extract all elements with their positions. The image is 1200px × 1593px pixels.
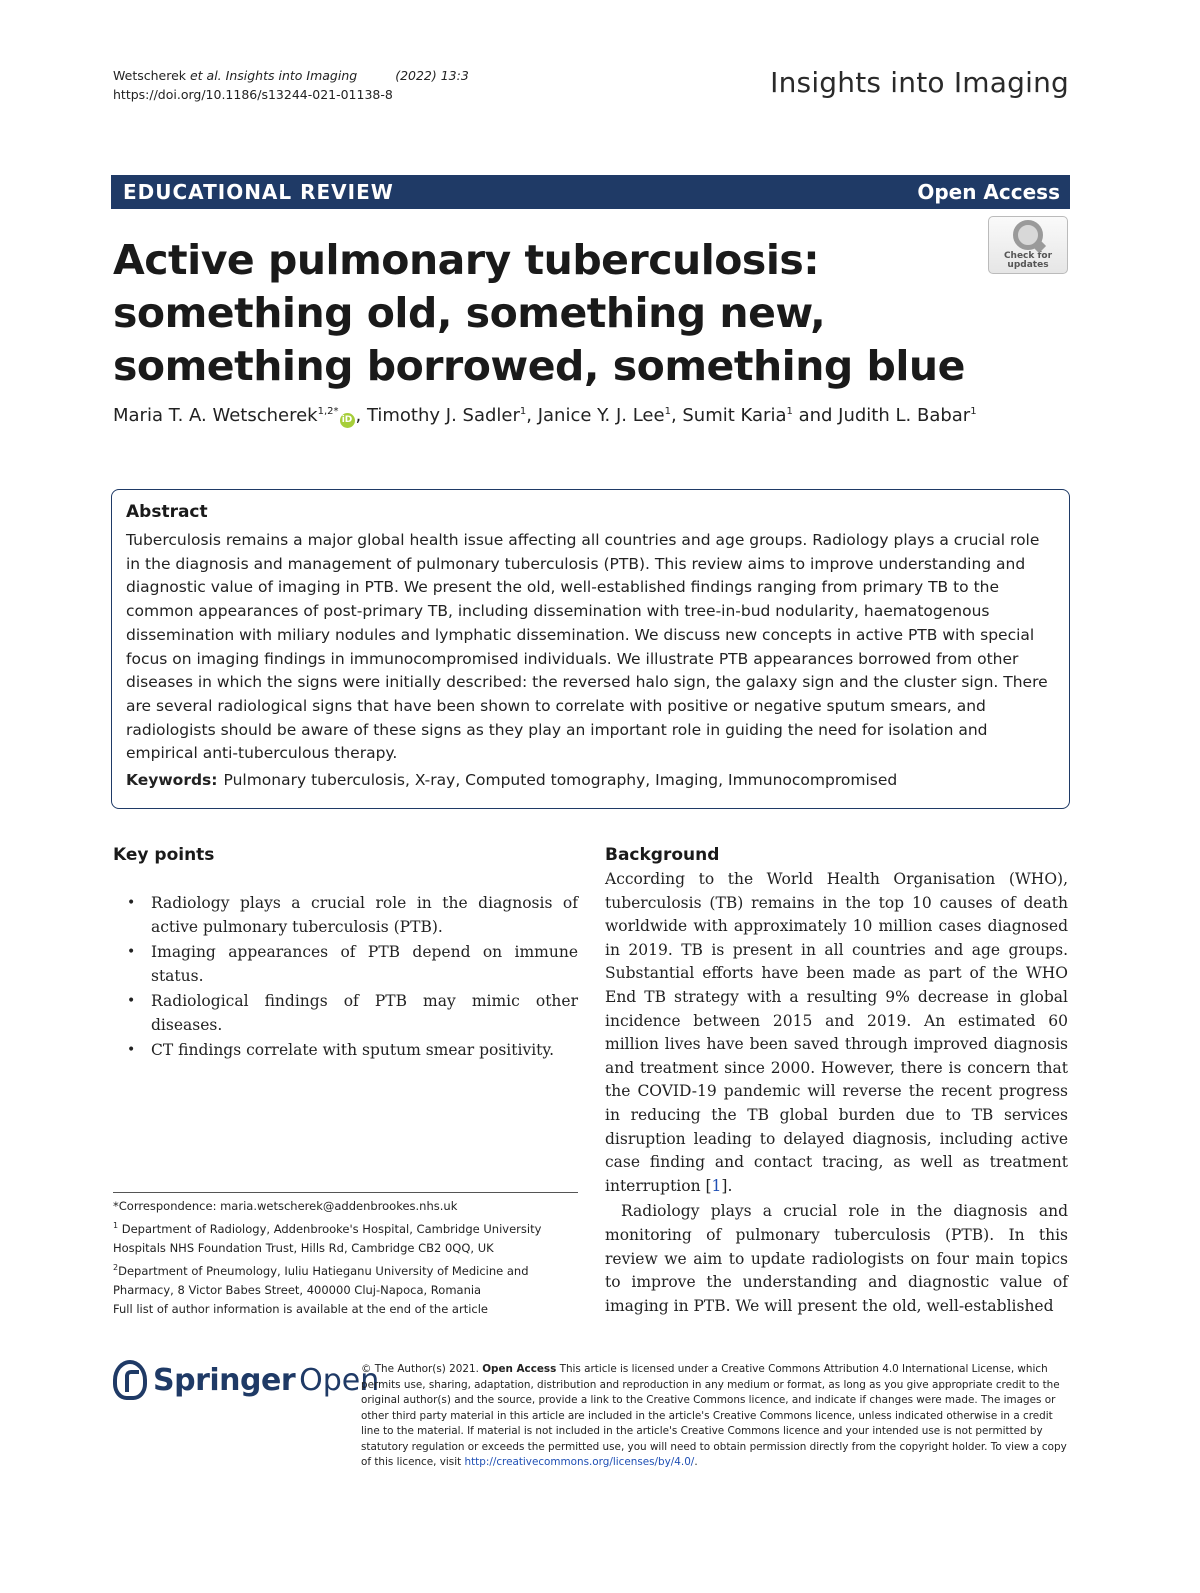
check-for-updates-badge[interactable] [988,216,1068,274]
author-3-affil: 1 [664,406,671,417]
key-points-section [113,845,578,1063]
full-author-info-note: Full list of author information is available at the end of the article [113,1301,488,1316]
orcid-icon[interactable]: iD [340,413,355,428]
citation-link[interactable]: 1 [711,1176,722,1195]
keywords-list: Pulmonary tuberculosis, X-ray, Computed tomography, Imaging, Immunocompromised [223,771,898,790]
keywords [126,769,1055,793]
article-type-banner [111,175,1070,209]
footnotes [113,1197,578,1319]
background-section [605,845,1068,1318]
key-points-heading: Key points [113,845,215,865]
author-1-affil: 1,2* [317,406,339,417]
citation-journal: Insights into Imaging [221,68,358,83]
abstract-heading: Abstract [126,502,208,522]
key-point-item: • Imaging appearances of PTB depend on immune status. [113,940,578,988]
springer-horse-icon [113,1360,147,1400]
citation-volume: (2022) 13:3 [395,68,469,83]
key-point-item: • Radiological findings of PTB may mimic other diseases. [113,989,578,1037]
abstract-text: Tuberculosis remains a major global health issue affecting all countries and age groups. Radiology plays a crucial role in the diagnosis and management of pulmonary tuberculosis (PTB). This review aims to improve understanding and diagnostic value of imaging in PTB. We present the old, well-established findings ranging from primary TB to the common appearances of post-primary TB, including dissemination with tree-in-bud nodularity, haematogenous dissemination with miliary nodules and lymphatic dissemination. We discuss new concepts in active PTB with special focus on imaging findings in immunocompromised individuals. We illustrate PTB appearances borrowed from other diseases in which the signs were initially described: the reversed halo sign, the galaxy sign and the cluster sign. There are several radiological signs that have been shown to correlate with positive or negative sputum smears, and radiologists should be aware of these signs as they play an important role in guiding the need for isolation and empirical anti-tuberculous therapy. [126,531,1048,763]
background-paragraph-2: Radiology plays a crucial role in the diagnosis and monitoring of pulmonary tuberculosis (PTB). In this review we aim to update radiologists on four main topics to improve the understanding and diagnostic value of imaging in PTB. We will present the old, well-established [605,1202,1068,1315]
doi-link[interactable]: https://doi.org/10.1186/s13244-021-01138-8 [113,87,393,102]
check-updates-icon [1013,220,1043,250]
author-5-affil: 1 [970,406,977,417]
author-list [113,405,977,428]
journal-name: Insights into Imaging [770,66,1069,99]
check-updates-line2: updates [1007,260,1049,270]
key-point-item: • CT findings correlate with sputum smear positivity. [113,1038,578,1062]
citation-header [113,66,469,104]
citation-authors: Wetscherek [113,68,190,83]
correspondence: *Correspondence: maria.wetscherek@addenbrookes.nhs.uk [113,1199,458,1213]
check-updates-line1: Check for [1003,251,1053,261]
key-points-list [113,891,578,1062]
author-1: Maria T. A. Wetscherek [113,405,318,426]
author-4-affil: 1 [786,406,793,417]
springer-open-logo [113,1360,379,1400]
citation-etal: et al. [189,68,222,83]
key-point-item: • Radiology plays a crucial role in the diagnosis of active pulmonary tuberculosis (PTB). [113,891,578,939]
publisher-name: Springer [153,1362,296,1398]
article-type: EDUCATIONAL REVIEW [123,180,394,204]
background-heading: Background [605,845,720,865]
author-5: and Judith L. Babar [792,405,971,426]
abstract-box [111,489,1070,809]
author-2: , Timothy J. Sadler [355,405,520,426]
affiliation-2: $^2$Department of Pneumology, Iuliu Hatieganu University of Medicine and Pharmacy, 8 Victor Babes Street, 400000 Cluj-Napoca, Romania [113,1262,529,1297]
license-open-access: Open Access [482,1363,557,1375]
author-3: , Janice Y. J. Lee [526,405,665,426]
keywords-label: Keywords: [126,771,218,790]
author-4: , Sumit Karia [670,405,787,426]
affiliation-1: $^1$ Department of Radiology, Addenbrooke's Hospital, Cambridge University Hospitals NHS Foundation Trust, Hills Rd, Cambridge CB2 0QQ, UK [113,1221,542,1255]
license-text: © The Author(s) 2021. Open Access This article is licensed under a Creative Commons Attribution 4.0 International License, which permits use, sharing, adaptation, distribution and reproduction in any medium or format, as long as you give appropriate credit to the original author(s) and the source, provide a link to the Creative Commons licence, and indicate if changes were made. The images or other third party material in this article are included in the article's Creative Commons licence, unless indicated otherwise in a credit line to the material. If material is not included in the article's Creative Commons licence and your intended use is not permitted by statutory regulation or exceeds the permitted use, you will need to obtain permission directly from the copyright holder. To view a copy of this licence, visit http://creativecommons.org/licenses/by/4.0/. [361,1363,1067,1468]
publisher-suffix: Open [299,1362,380,1398]
background-paragraph-1: According to the World Health Organisation (WHO), tuberculosis (TB) remains in the top 10 causes of death worldwide with approximately 10 million cases diagnosed in 2019. TB is present in all countries and age groups. Substantial efforts have been made as part of the WHO End TB strategy with a resulting 9% decrease in global incidence between 2015 and 2019. An estimated 60 million lives have been saved through improved diagnosis and treatment since 2000. However, there is concern that the COVID-19 pandemic will reverse the recent progress in reducing the TB global burden due to TB services disruption leading to delayed diagnosis, including active case finding and contact tracing, as well as treatment interruption [1]. [605,870,1068,1195]
footnote-divider [113,1192,578,1193]
license-link[interactable]: http://creativecommons.org/licenses/by/4.0/ [464,1456,695,1468]
author-2-affil: 1 [519,406,527,417]
open-access-label: Open Access [917,180,1060,204]
article-title: Active pulmonary tuberculosis: something old, something new, something borrowed, something blue [113,236,965,390]
